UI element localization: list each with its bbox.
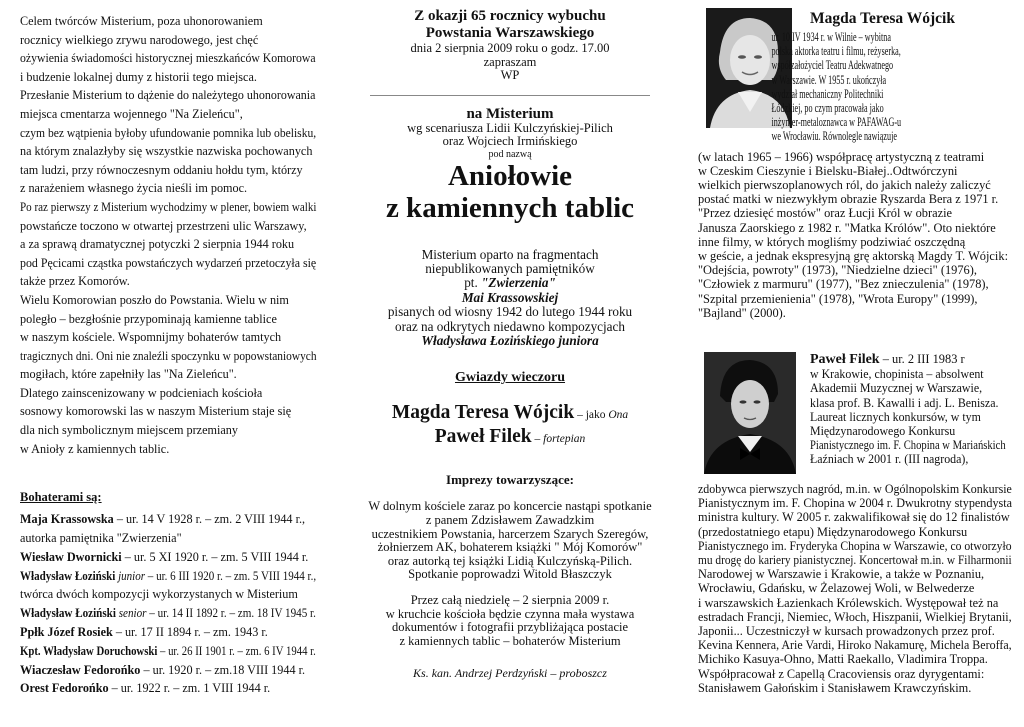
events-heading: Imprezy towarzyszące: [446,472,574,488]
hero-entry [20,567,317,586]
intro-line: czym bez wątpienia byłoby ufundowanie pomnika lub obelisku, [20,125,317,140]
bio1-line: postać matki w niezwykłym obrazie Ryszarda Bera z 1971 r. [698,192,999,207]
event-line: W dolnym kościele zaraz po koncercie nastąpi spotkanie [368,499,652,514]
based-on-paragraph [340,248,680,349]
event-line: dokumentów i fotografii przybliżająca postacie [391,620,629,635]
event-line: z panem Zdzisławem Zawadzkim [425,512,595,527]
intro-line: Celem twórców Misterium, poza uhonorowaniem [20,14,263,28]
bio1-line: we Wrocławiu. Równolegle nawiązuje [771,129,897,144]
star-1-role-prefix: – jako [574,409,609,422]
event-line: w kruchcie kościoła będzie czynna mała wystawa [385,606,635,621]
bio1-line: "Bajland" (2000). [698,305,786,320]
hero-name: Wiesław Dwornicki [20,549,122,564]
left-column [0,0,330,727]
hero-entry [20,642,316,661]
diary-pt: pt. [464,275,482,291]
hero-entry [20,529,316,548]
na-misterium: na Misterium [466,105,554,122]
hero-note: – ur. 1920 r. – zm.18 VIII 1944 r. [140,662,306,677]
bio2-line: Pianistycznego im. F. Chopina w Mariańskich [810,438,1006,453]
bio1-line: "Szpital przemienienia" (1978), "Wrota Europy" (1999), [698,291,978,306]
bio2-line: Laureat licznych konkursów, w tym [810,409,981,424]
intro-line: w Anioły z kamiennych tablic. [20,441,170,456]
bio2-line: Współpracował z Capellą Cracoviensis oraz dyrygentami: [698,666,985,681]
composer: Władysława Łozińskiego juniora [421,332,599,348]
right-column [690,0,1024,727]
intro-line: tragicznych dni. Oni nie znaleźli spoczynku w popowstaniowych [20,348,317,363]
event-line: z kamiennych tablic – bohaterów Misterium [399,633,621,648]
events-exhibition [340,594,680,648]
diary-title-line [340,276,680,290]
intro-line: Przesłanie Misterium to dążenie do należytego uhonorowania [20,88,316,103]
hero-entry [20,510,316,529]
bio2-line: i warszawskich Łazienkach Królewskich. Występował też na [698,595,999,610]
heroes-list [20,510,316,698]
intro-line: ożywienia świadomości historycznej mieszkańców Komorowa [20,51,316,66]
intro-line: na którym znalazłyby się wszystkie nazwiska pochowanych [20,144,313,159]
scenario-line-2: oraz Wojciech Irmińskiego [442,134,578,148]
bio2-line: Wrocławiu, Gdańsku, w Żelazowej Woli, w Belwederze [698,581,975,596]
hero-name: Ppłk Józef Rosiek [20,625,113,640]
hero-suffix: senior [118,606,147,621]
star-1-name: Magda Teresa Wójcik [391,402,575,424]
hero-entry [20,604,316,623]
bio2-line: ministra kultury. W 2005 r. zakwalifikował się do 12 finalistów [698,510,1010,525]
bio1-line: wydział mechaniczny Politechniki [771,86,884,101]
hero-name: Wiaczesław Fedorońko [20,662,141,677]
bio2-line: Łaźniach w 2001 r. (III nagroda), [810,452,969,467]
intro-line: także przez Komorów. [20,274,130,289]
diary-author-line [340,291,680,305]
star-2-name: Paweł Filek [434,426,532,448]
intro-line: a za sprawą dramatycznej potyczki 2 sierpnia 1944 roku [20,237,295,252]
bio2-line: Narodowej w Warszawie i Krakowie, a także w Poznaniu, [698,567,985,582]
hero-entry [20,623,316,642]
bio1-line: polska aktorka teatru i filmu, reżyserka, [771,44,901,59]
event-line: oraz autorką tej książki Lidią Kulczyńską-Pilich. [387,553,633,568]
bio1-line: "Odejścia, powroty" (1973), "Niedzielne dzieci" (1976), [698,263,977,278]
invite-text: zapraszam [483,54,537,69]
star-2-role: – fortepian [531,433,586,446]
composer-line [340,334,680,348]
intro-line: poległo – bezgłośnie przypominają kamienne tablice [20,311,277,326]
bio1-line: wielkich pierwszoplanowych ról, do jakich należy zaliczyć [698,178,991,193]
scenario-line: wg scenariusza Lidii Kulczyńskiej-Pilich [407,120,613,135]
hero-note: – ur. 17 II 1894 r. – zm. 1943 r. [112,625,268,640]
intro-line: Po raz pierwszy z Misterium wychodzimy w plener, bowiem walki [20,199,317,214]
bio2-line: Kevina Kennera, Arie Vardi, Hiroko Nakamurę, Michela Beroffa, [698,638,1012,653]
star-2 [340,426,680,450]
hero-note: – ur. 6 III 1920 r. – zm. 5 VIII 1944 r., [145,568,317,583]
bio1-line: inżynier-metaloznawca w PAFAWAG-u [771,115,902,130]
bio1-line: "Człowiek z marmuru" (1977), "Bez znieczulenia" (1978), [698,277,989,292]
hero-name: Maja Krassowska [20,512,114,527]
middle-column [330,0,690,727]
event-line: żołnierzem AK, bohaterem książki " Mój Komorów" [377,540,643,555]
bio2-line: Pianistycznym im. F. Chopina w 2004 r. Dwukrotny stypendysta [698,496,1013,511]
bio2-first-line [810,352,1014,367]
bio2-line: Michiko Kasuya-Ohno, Matti Raekallo, Vladimira Troppa. [698,652,988,667]
hero-note: – ur. 5 XI 1920 r. – zm. 5 VIII 1944 r. [121,549,309,564]
hero-note: – ur. 26 II 1901 r. – zm. 6 IV 1944 r. [157,643,316,658]
event-line: Spotkanie poprowadzi Witold Błaszczyk [408,567,612,582]
main-title-2: z kamiennych tablic [385,191,635,224]
star-1-role: Ona [608,409,629,422]
based-line: pisanych od wiosny 1942 do lutego 1944 roku [387,304,633,320]
hero-name: Władysław Łoziński [20,606,116,621]
intro-line: Wielu Komorowian poszło do Powstania. Wielu w nim [20,292,289,307]
intro-line: z narażeniem własnego życia nieśli im pomoc. [20,181,248,196]
occasion-line-2: Powstania Warszawskiego [425,25,595,41]
hero-name: Orest Fedorońko [20,681,109,696]
based-line: Misterium oparto na fragmentach [421,246,599,262]
bio2-line: klasa prof. B. Kawalli i adj. L. Benisza. [810,395,999,410]
intro-line: sosnowy komorowski las w naszym Misterium staje się [20,404,292,419]
bio1-line: w Czeskim Cieszynie i Bielsku-Białej..Odtwórczyni [698,163,958,178]
star-1 [340,402,680,426]
event-line: Przez całą niedzielę – 2 sierpnia 2009 r. [410,592,610,607]
bio1-name: Magda Teresa Wójcik [810,10,955,27]
hero-entry [20,679,316,698]
intro-line: Dlatego zainscenizowany w podcieniach kościoła [20,385,263,400]
bio1-line: Łódzkiej, po czym pracowała jako [771,101,884,116]
hero-note: – ur. 1922 r. – zm. 1 VIII 1944 r. [108,681,271,696]
bio2-line: Stanisławem Gałońskim i Stanisławem Krawczyńskim. [698,680,972,695]
bio1-line: inne filmy, w których mogliśmy podziwiać oszczędną [698,234,966,249]
intro-line: tam ludzi, przy równoczesnym oddaniu hołdu tym, którzy [20,162,303,177]
diary-author: Mai Krassowskiej [461,289,559,305]
intro-line: dla nich symbolicznym miejscem przemiany [20,423,238,438]
bio2-birth: – ur. 2 III 1983 r [879,352,965,366]
hero-name: Władysław Łoziński [20,568,116,583]
hero-note: – ur. 14 II 1892 r. – zm. 18 IV 1945 r. [146,606,316,621]
bio1-full-lines [698,150,1012,320]
bio2-line: Międzynarodowego Konkursu [810,424,956,439]
hero-entry [20,548,316,567]
signature: Ks. kan. Andrzej Perdzyński – proboszcz [413,666,607,681]
bio2-name: Paweł Filek [810,352,880,367]
pianist-portrait-image [704,352,796,474]
intro-line: mogiłach, które zapełniły las "Na Zieleńcu". [20,367,237,382]
main-title-1: Aniołowie [447,159,573,192]
bio2-block [810,352,1014,467]
bio2-line: Pianistycznego im. Fryderyka Chopina w Warszawie, co otworzyło [698,538,1012,553]
pianist-photo [704,352,796,474]
hero-note: – ur. 14 V 1928 r. – zm. 2 VIII 1944 r., [113,512,306,527]
hero-suffix: junior [118,568,146,583]
hero-note: twórca dwóch kompozycji wykorzystanych w Misterium [20,587,298,602]
bio2-line: zdobywca pierwszych nagród, m.in. w Ogólnopolskim Konkursie [698,482,1012,496]
event-date: dnia 2 sierpnia 2009 roku o godz. 17.00 [410,41,610,55]
bio1-line: (w latach 1965 – 1966) współpracę artystyczną z teatrami [698,149,985,164]
bio2-line: w Krakowie, chopinista – absolwent [810,367,984,382]
hero-entry [20,661,316,680]
based-line: oraz na odkrytych niedawno kompozycjach [395,318,625,334]
invite-signature: WP [500,68,520,82]
intro-line: w naszym kościele. Wspomnijmy bohaterów tamtych [20,330,282,345]
bio1-line: w geście, a jednak ekspresyjną grę aktorską Magdy T. Wójcik: [698,249,1009,264]
hero-note: autorka pamiętnika "Zwierzenia" [20,531,182,546]
bio2-line: mu drogę do kariery pianistycznej. Koncertował m.in. w Filharmonii [698,553,1012,568]
bio2-line: Akademii Muzycznej w Warszawie, [810,381,983,396]
based-line: niepublikowanych pamiętników [425,260,595,276]
bio2-line: Japonii... Uczestniczył w kursach prowadzonych przez prof. [698,624,995,639]
intro-line: powstańcze toczono w otwartej przestrzeni ulic Warszawy, [20,218,307,233]
intro-line: miejsca cmentarza wojennego "Na Zieleńcu", [20,106,243,121]
bio1-line: w Warszawie. W 1955 r. ukończyła [771,72,887,87]
bio1-line: Janusza Zaorskiego z 1982 r. "Matka Królów". Oto niektóre [698,220,996,235]
events-meeting [340,500,680,582]
bio1-short-lines [698,30,1012,144]
heroes-heading: Bohaterami są: [20,490,102,505]
bio2-short-lines [810,367,1014,466]
event-line: uczestnikiem Powstania, harcerzem Szarych Szeregów, [371,526,649,541]
divider [370,95,650,96]
pod-nazwa: pod nazwą [488,148,532,160]
hero-name: Kpt. Władysław Doruchowski [20,643,158,658]
bio2-full-lines [698,482,1014,695]
intro-line: pod Pęcicami cząstka powstańczych wydarzeń przetoczyła się [20,255,317,270]
bio2-line: estradach Francji, Niemiec, Włoch, Hiszpanii, Wielkiej Brytanii, [698,609,1012,624]
intro-line: rocznicy wielkiego zrywu narodowego, jest chęć [20,32,259,47]
bio1-line: współzałożyciel Teatru Adekwatnego [771,58,894,73]
intro-text [20,12,316,458]
hero-entry [20,585,316,604]
diary-title: "Zwierzenia" [481,275,556,291]
bio1-line: ur. 10 IV 1934 r. w Wilnie – wybitna [771,30,891,44]
bio2-line: (przedostatniego etapu) Międzynarodowego Konkursu [698,524,968,539]
occasion-line-1: Z okazji 65 rocznicy wybuchu [414,8,606,24]
bio1-line: "Przez dziesięć mostów" oraz Łucji Król w obrazie [698,206,953,221]
stars-heading: Gwiazdy wieczoru [454,370,566,386]
intro-line: i budzenie lokalnej dumy z historii tego miejsca. [20,69,257,84]
